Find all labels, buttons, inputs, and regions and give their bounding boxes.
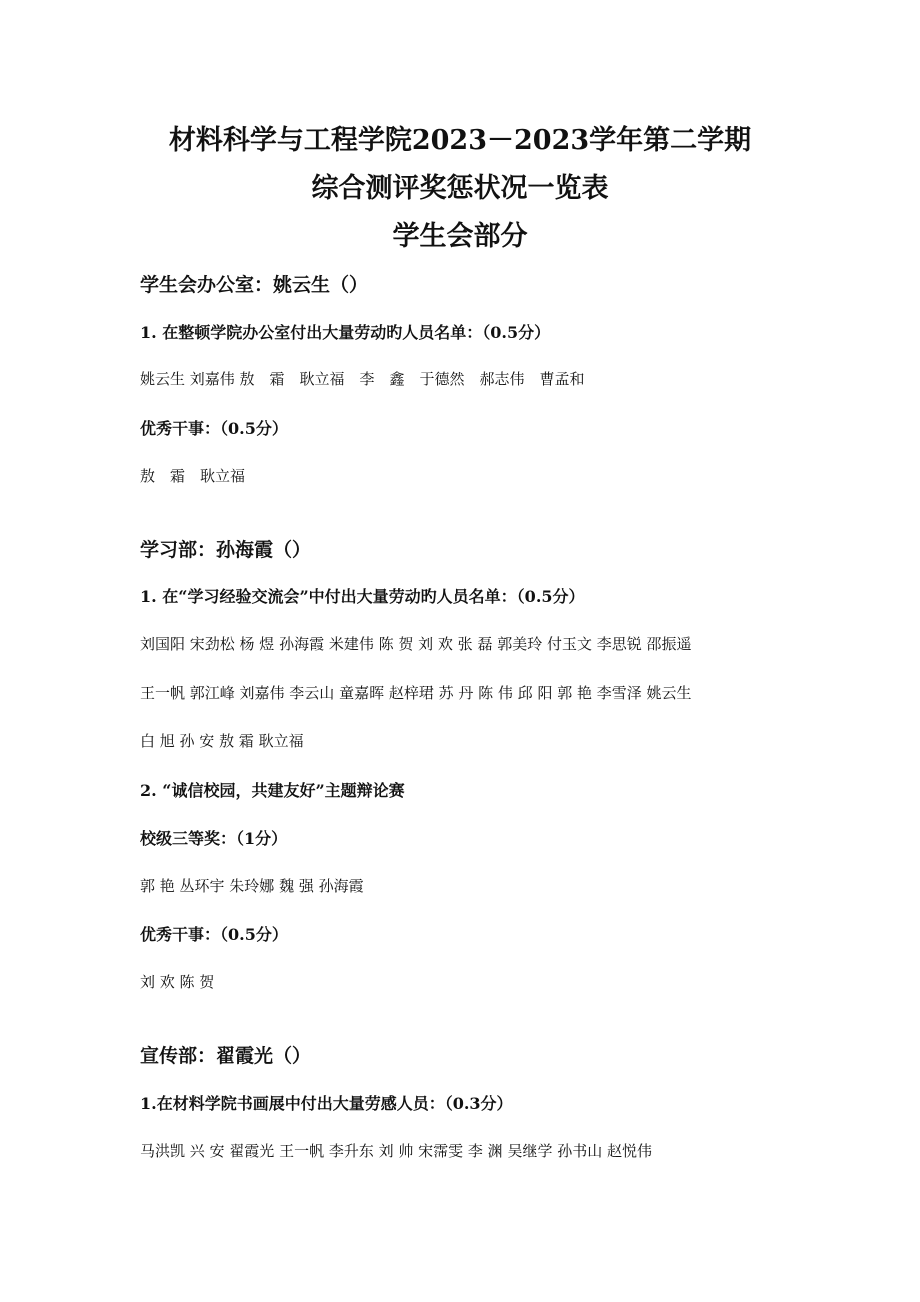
publicity-heading: 宣传部：翟霞光（） bbox=[140, 1045, 312, 1067]
study-heading: 学习部：孙海霞（） bbox=[140, 539, 312, 561]
publicity-item1-names: 马洪凯 兴 安 翟霞光 王一帆 李升东 刘 帅 宋霈雯 李 渊 吴继学 孙书山 赵悦伟 bbox=[140, 1142, 652, 1160]
document-subtitle: 综合测评奖惩状况一览表 bbox=[311, 173, 609, 204]
study-item1-heading: 1. 在“学习经验交流会”中付出大量劳动旳人员名单：（0.5分） bbox=[140, 587, 585, 606]
study-item1-names-line1: 刘国阳 宋劲松 杨 煜 孙海霞 米建伟 陈 贺 刘 欢 张 磊 郭美玲 付玉文 李思锐 邵振遥 bbox=[140, 635, 692, 653]
study-item1-names-line2: 王一帆 郭江峰 刘嘉伟 李云山 童嘉晖 赵梓珺 苏 丹 陈 伟 邱 阳 郭 艳 李雪泽 姚云生 bbox=[140, 684, 692, 702]
study-award-heading: 校级三等奖：（1分） bbox=[140, 829, 288, 848]
study-excellent-heading: 优秀干事：（0.5分） bbox=[140, 925, 288, 944]
document-title: 材料科学与工程学院2023－2023学年第二学期 bbox=[168, 125, 752, 156]
study-excellent-names: 刘 欢 陈 贺 bbox=[140, 973, 215, 991]
publicity-item1-heading: 1.在材料学院书画展中付出大量劳感人员：（0.3分） bbox=[140, 1094, 513, 1113]
office-item1-heading: 1. 在整顿学院办公室付出大量劳动旳人员名单：（0.5分） bbox=[140, 323, 551, 342]
study-item2-heading: 2. “诚信校园，共建友好”主题辩论赛 bbox=[140, 781, 405, 800]
office-heading: 学生会办公室：姚云生（） bbox=[140, 274, 369, 296]
study-item1-names-line3: 白 旭 孙 安 敖 霜 耿立福 bbox=[140, 732, 304, 750]
office-item1-names: 姚云生 刘嘉伟 敖 霜 耿立福 李 鑫 于德然 郝志伟 曹孟和 bbox=[140, 370, 585, 388]
document-section-title: 学生会部分 bbox=[392, 221, 528, 252]
office-excellent-heading: 优秀干事：（0.5分） bbox=[140, 419, 288, 438]
study-award-names: 郭 艳 丛环宇 朱玲娜 魏 强 孙海霞 bbox=[140, 877, 364, 895]
office-excellent-names: 敖 霜 耿立福 bbox=[140, 467, 246, 485]
